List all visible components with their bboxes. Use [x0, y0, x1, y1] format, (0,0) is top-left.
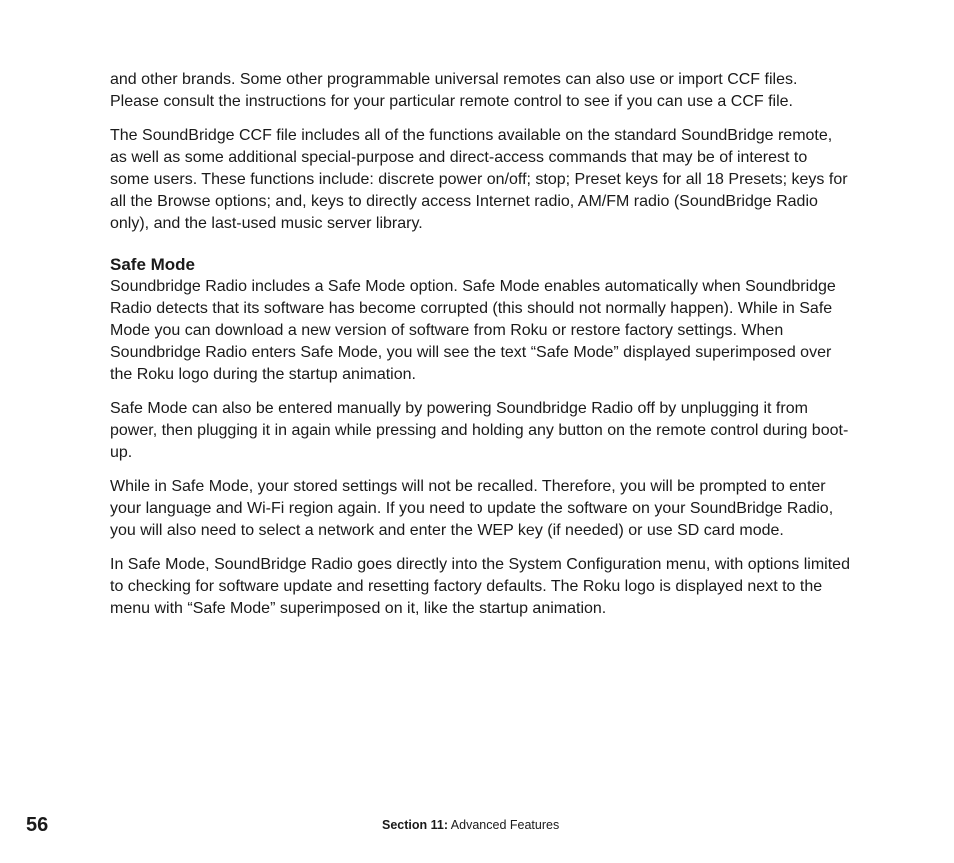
page-body: [110, 69, 850, 632]
paragraph-safe-mode-settings: While in Safe Mode, your stored settings will not be recalled. Therefore, you will be prompted to enter your language and Wi-Fi region again. If you need to update the software on your SoundBridge Radio, you will also need to select a network and enter the WEP key (if needed) or use SD card mode.: [110, 478, 834, 539]
footer-section-title: [382, 817, 559, 833]
paragraph-ccf-intro: and other brands. Some other programmable universal remotes can also use or import CCF files. Please consult the instructions for your particular remote control to see if you can use a CCF file.: [110, 71, 798, 110]
section-heading-safe-mode: Safe Mode: [110, 255, 196, 274]
footer-section-label: Section 11:: [382, 818, 448, 832]
paragraph-safe-mode-menu: In Safe Mode, SoundBridge Radio goes directly into the System Configuration menu, with options limited to checking for software update and resetting factory defaults. The Roku logo is displayed next to the menu with “Safe Mode” superimposed on it, like the startup animation.: [110, 556, 850, 617]
footer-section-name: Advanced Features: [450, 818, 560, 832]
paragraph-safe-mode-manual: Safe Mode can also be entered manually by powering Soundbridge Radio off by unplugging it from power, then plugging it in again while pressing and holding any button on the remote control during boot-up.: [110, 400, 849, 461]
page-number: 56: [26, 814, 49, 836]
paragraph-safe-mode-intro: Soundbridge Radio includes a Safe Mode option. Safe Mode enables automatically when Soundbridge Radio detects that its software has become corrupted (this should not normally happen). While in Safe Mode you can download a new version of software from Roku or restore factory settings. When Soundbridge Radio enters Safe Mode, you will see the text “Safe Mode” displayed superimposed over the Roku logo during the startup animation.: [110, 278, 836, 383]
paragraph-ccf-functions: The SoundBridge CCF file includes all of the functions available on the standard SoundBridge remote, as well as some additional special-purpose and direct-access commands that may be of interest to some users. These functions include: discrete power on/off; stop; Preset keys for all 18 Presets; keys for all the Browse options; and, keys to directly access Internet radio, AM/FM radio (SoundBridge Radio only), and the last-used music server library.: [110, 127, 848, 232]
